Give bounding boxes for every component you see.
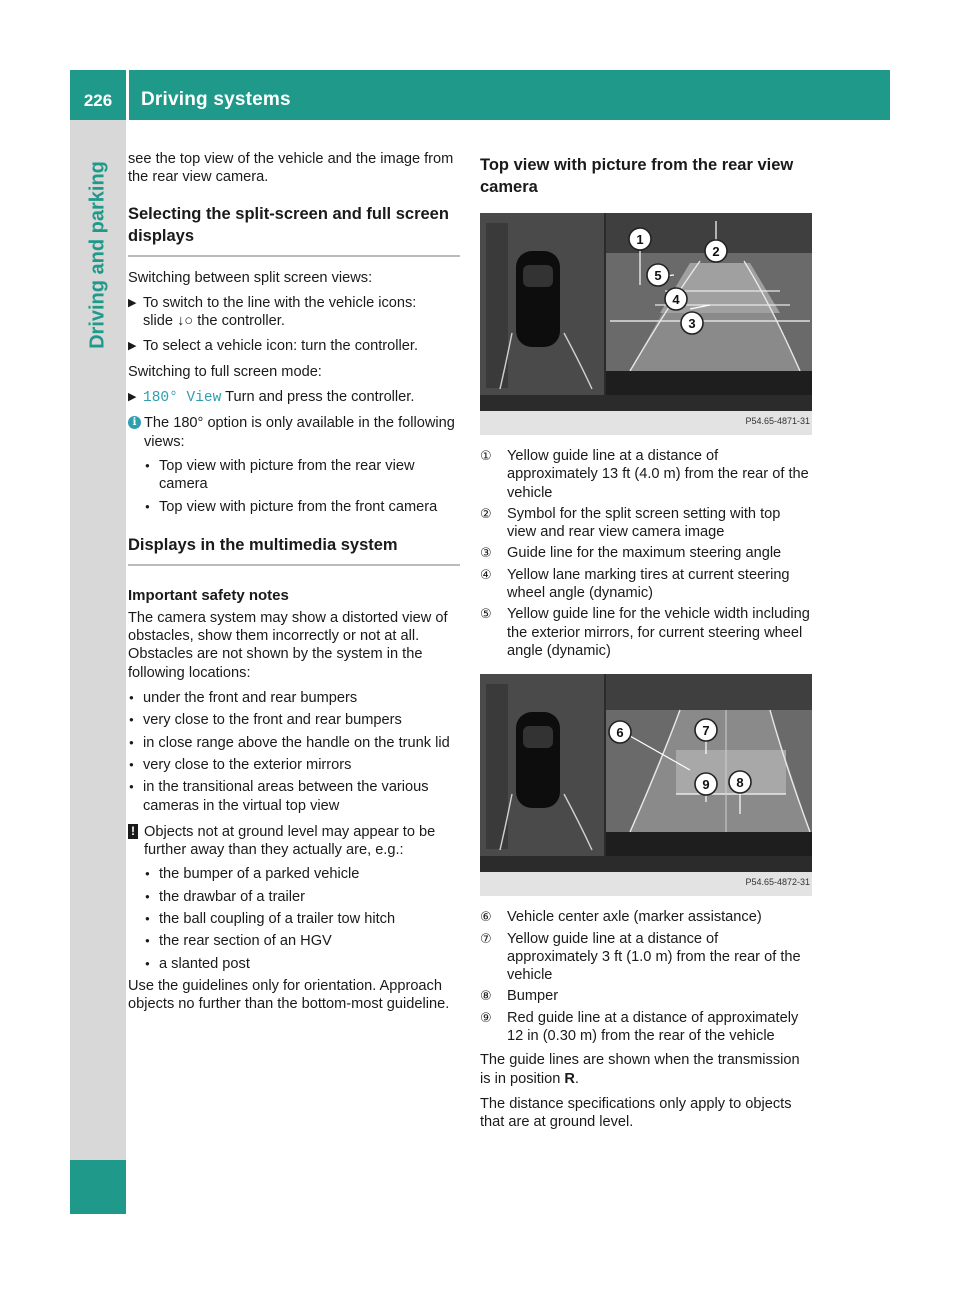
camera-image-2 xyxy=(480,674,812,896)
side-tab-marker xyxy=(70,1160,126,1214)
step-text: slide xyxy=(143,313,178,330)
step-arrow-icon: ▶ xyxy=(128,340,137,353)
safety-notes-title: Important safety notes xyxy=(128,586,289,604)
legend-number: ② xyxy=(480,505,492,521)
info-icon: i xyxy=(128,416,141,429)
info-text: The 180° option is only available in the following views: xyxy=(144,415,455,450)
transmission-text-end: . xyxy=(574,1070,579,1087)
list-item: ● a slanted post xyxy=(144,955,460,973)
callout-6: 6 xyxy=(616,725,624,741)
warning-note xyxy=(128,823,460,860)
callout-9: 9 xyxy=(702,777,710,793)
header-divider xyxy=(126,70,129,120)
transmission-text-start: The guide lines are shown when the transmission is in position xyxy=(480,1052,800,1087)
figure-code: P54.65-4872-31 xyxy=(745,876,810,887)
callout-5: 5 xyxy=(654,268,662,283)
step-arrow-icon: ▶ xyxy=(128,296,137,309)
left-column xyxy=(128,150,460,1021)
list-item: ● very close to the front and rear bumpers xyxy=(128,711,460,729)
list-item: ● Top view with picture from the rear view camera xyxy=(144,457,460,494)
legend-text: Vehicle center axle (marker assistance) xyxy=(507,909,762,926)
step-text: To switch to the line with the vehicle icons: xyxy=(143,294,417,311)
callout-8: 8 xyxy=(736,775,744,791)
legend-item xyxy=(480,930,812,985)
intro-text: see the top view of the vehicle and the image from the rear view camera. xyxy=(128,151,454,186)
legend-text: Yellow guide line at a distance of approximately 3 ft (1.0 m) from the rear of the vehicle xyxy=(507,930,801,984)
ground-level-text: The distance specifications only apply to objects that are at ground level. xyxy=(480,1095,792,1131)
right-column xyxy=(480,150,812,1139)
list-item: ● the rear section of an HGV xyxy=(144,932,460,950)
legend-item xyxy=(480,908,812,926)
legend-item xyxy=(480,605,812,660)
camera-figure-2 xyxy=(480,674,812,896)
legend-text: Guide line for the maximum steering angle xyxy=(507,545,782,562)
list-item: ● the drawbar of a trailer xyxy=(144,888,460,906)
camera-image-1 xyxy=(480,213,812,435)
step-item xyxy=(128,388,460,407)
legend-item xyxy=(480,1009,812,1046)
legend-text: Yellow lane marking tires at current steering wheel angle (dynamic) xyxy=(507,566,790,602)
callout-2: 2 xyxy=(712,244,720,259)
closing-text: Use the guidelines only for orientation. Approach objects no further than the bottom-most guideline. xyxy=(128,977,450,1013)
legend-number: ⑨ xyxy=(480,1009,492,1025)
warning-icon: ! xyxy=(128,824,138,839)
step-text: To select a vehicle icon: turn the controller. xyxy=(143,338,418,355)
page-title: Driving systems xyxy=(141,89,291,110)
step-item xyxy=(128,337,460,355)
callout-7: 7 xyxy=(702,723,710,739)
step-text: Turn and press the controller. xyxy=(221,389,415,406)
section-title-top-view: Top view with picture from the rear view camera xyxy=(480,156,794,196)
legend-text: Red guide line at a distance of approximately 12 in (0.30 m) from the rear of the vehicle xyxy=(507,1009,799,1045)
legend-text: Bumper xyxy=(507,988,559,1005)
legend-text: Yellow guide line at a distance of approximately 13 ft (4.0 m) from the rear of the vehicle xyxy=(507,448,809,501)
camera-figure-1 xyxy=(480,213,812,435)
display-menu-item: 180° View xyxy=(143,390,222,407)
figure-code: P54.65-4871-31 xyxy=(745,415,810,426)
controller-slide-icon: ↓○ xyxy=(177,313,194,330)
warning-text: Objects not at ground level may appear to be further away than they actually are, e.g.: xyxy=(144,823,436,859)
chapter-label: Driving and parking xyxy=(86,161,109,349)
legend-number: ⑦ xyxy=(480,930,492,946)
list-item: ● in the transitional areas between the various cameras in the virtual top view xyxy=(128,778,460,815)
legend-number: ③ xyxy=(480,545,492,561)
callout-1: 1 xyxy=(636,232,644,247)
list-item: ● Top view with picture from the front camera xyxy=(144,498,460,516)
legend-number: ⑧ xyxy=(480,988,492,1004)
gear-position: R xyxy=(564,1070,575,1087)
callout-4: 4 xyxy=(672,292,680,307)
transmission-text xyxy=(480,1051,812,1088)
switch-split-text: Switching between split screen views: xyxy=(128,269,373,286)
legend-number: ④ xyxy=(480,566,492,582)
list-item: ● the bumper of a parked vehicle xyxy=(144,865,460,883)
section-title-multimedia: Displays in the multimedia system xyxy=(128,534,460,566)
callout-3: 3 xyxy=(688,316,696,331)
page-number: 226 xyxy=(83,91,113,110)
list-item: ● under the front and rear bumpers xyxy=(128,689,460,707)
legend-text: Symbol for the split screen setting with top view and rear view camera image xyxy=(507,505,781,541)
section-title-split-screen: Selecting the split-screen and full screen displays xyxy=(128,203,460,257)
step-item xyxy=(128,294,460,331)
info-note xyxy=(128,414,460,451)
legend-number: ⑤ xyxy=(480,606,492,622)
step-arrow-icon: ▶ xyxy=(128,391,137,404)
list-item: ● the ball coupling of a trailer tow hitch xyxy=(144,910,460,928)
switch-full-text: Switching to full screen mode: xyxy=(128,363,322,380)
legend-item xyxy=(480,544,812,562)
legend-item xyxy=(480,505,812,542)
list-item: ● very close to the exterior mirrors xyxy=(128,756,460,774)
legend-text: Yellow guide line for the vehicle width including the exterior mirrors, for current steering wheel angle (dynamic) xyxy=(507,606,810,659)
safety-text: The camera system may show a distorted view of obstacles, show them incorrectly or not at all. Obstacles are not shown by the system in the following locations: xyxy=(128,609,448,681)
legend-number: ① xyxy=(480,448,492,463)
legend-item xyxy=(480,987,812,1005)
list-item: ● in close range above the handle on the trunk lid xyxy=(128,734,460,752)
step-text: the controller. xyxy=(193,313,285,330)
legend-item xyxy=(480,447,812,502)
legend-number: ⑥ xyxy=(480,909,492,925)
legend-item xyxy=(480,566,812,603)
